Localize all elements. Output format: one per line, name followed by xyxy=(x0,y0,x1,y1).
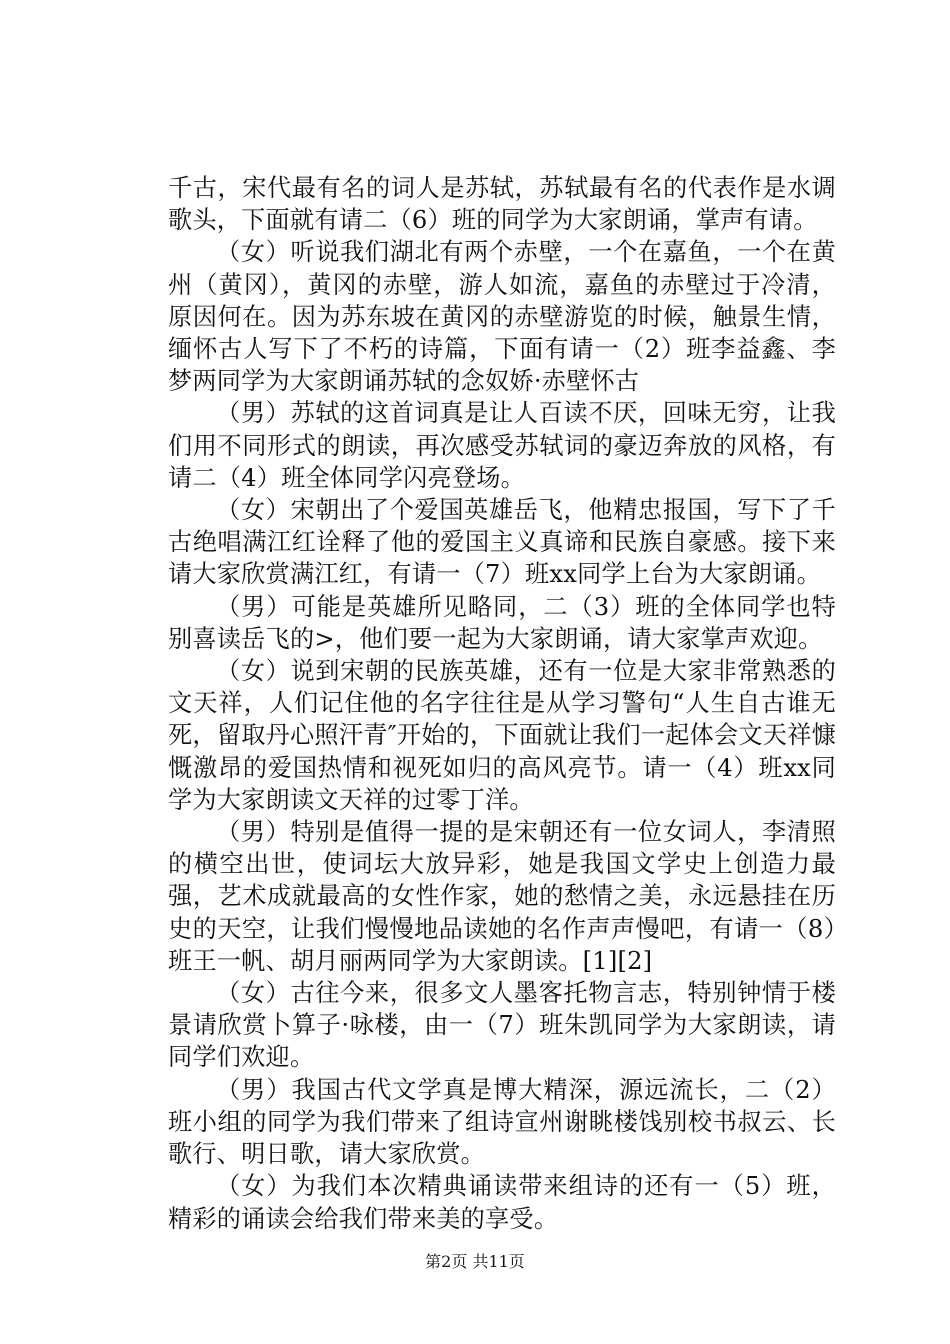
paragraph: （女）宋朝出了个爱国英雄岳飞，他精忠报国，写下了千古绝唱满江红诠释了他的爱国主义真谛和民族自豪感。接下来请大家欣赏满江红，有请一（7）班xx同学上台为大家朗诵。 xyxy=(168,496,836,589)
paragraph: （男）苏轼的这首词真是让人百读不厌，回味无穷，让我们用不同形式的朗读，再次感受苏轼词的豪迈奔放的风格，有请二（4）班全体同学闪亮登场。 xyxy=(168,399,836,492)
body-text xyxy=(168,172,836,1235)
paragraph: （女）说到宋朝的民族英雄，还有一位是大家非常熟悉的文天祥，人们记住他的名字往往是从学习警句“人生自古谁无死，留取丹心照汗青″开始的，下面就让我们一起体会文天祥慷慨激昂的爱国热情和视死如归的高风亮节。请一（4）班xx同学为大家朗读文天祥的过零丁洋。 xyxy=(168,657,836,814)
paragraph-continuation: 千古，宋代最有名的词人是苏轼，苏轼最有名的代表作是水调歌头，下面就有请二（6）班的同学为大家朗诵，掌声有请。 xyxy=(168,174,836,235)
paragraph: （女）为我们本次精典诵读带来组诗的还有一（5）班，精彩的诵读会给我们带来美的享受。 xyxy=(168,1172,836,1233)
paragraph: （女）听说我们湖北有两个赤壁，一个在嘉鱼，一个在黄州（黄冈），黄冈的赤壁，游人如流，嘉鱼的赤壁过于冷清，原因何在。因为苏东坡在黄冈的赤壁游览的时候，触景生情，缅怀古人写下了不朽的诗篇，下面有请一（2）班李益鑫、李梦两同学为大家朗诵苏轼的念奴娇·赤壁怀古 xyxy=(168,238,836,396)
paragraph: （女）古往今来，很多文人墨客托物言志，特别钟情于楼景请欣赏卜算子·咏楼，由一（7）班朱凯同学为大家朗读，请同学们欢迎。 xyxy=(168,979,836,1072)
paragraph: （男）可能是英雄所见略同，二（3）班的全体同学也特别喜读岳飞的>，他们要一起为大家朗诵，请大家掌声欢迎。 xyxy=(168,592,836,653)
paragraph: （男）我国古代文学真是博大精深，源远流长，二（2）班小组的同学为我们带来了组诗宣州谢眺楼饯别校书叔云、长歌行、明日歌，请大家欣赏。 xyxy=(168,1075,836,1169)
page-number-footer: 第2页 共11页 xyxy=(425,1252,525,1271)
paragraph: （男）特别是值得一提的是宋朝还有一位女词人，李清照的横空出世，使词坛大放异彩，她是我国文学史上创造力最强，艺术成就最高的女性作家，她的愁情之美，永远悬挂在历史的天空，让我们慢慢地品读她的名作声声慢吧，有请一（8）班王一帆、胡月丽两同学为大家朗读。[1][2] xyxy=(168,818,836,975)
